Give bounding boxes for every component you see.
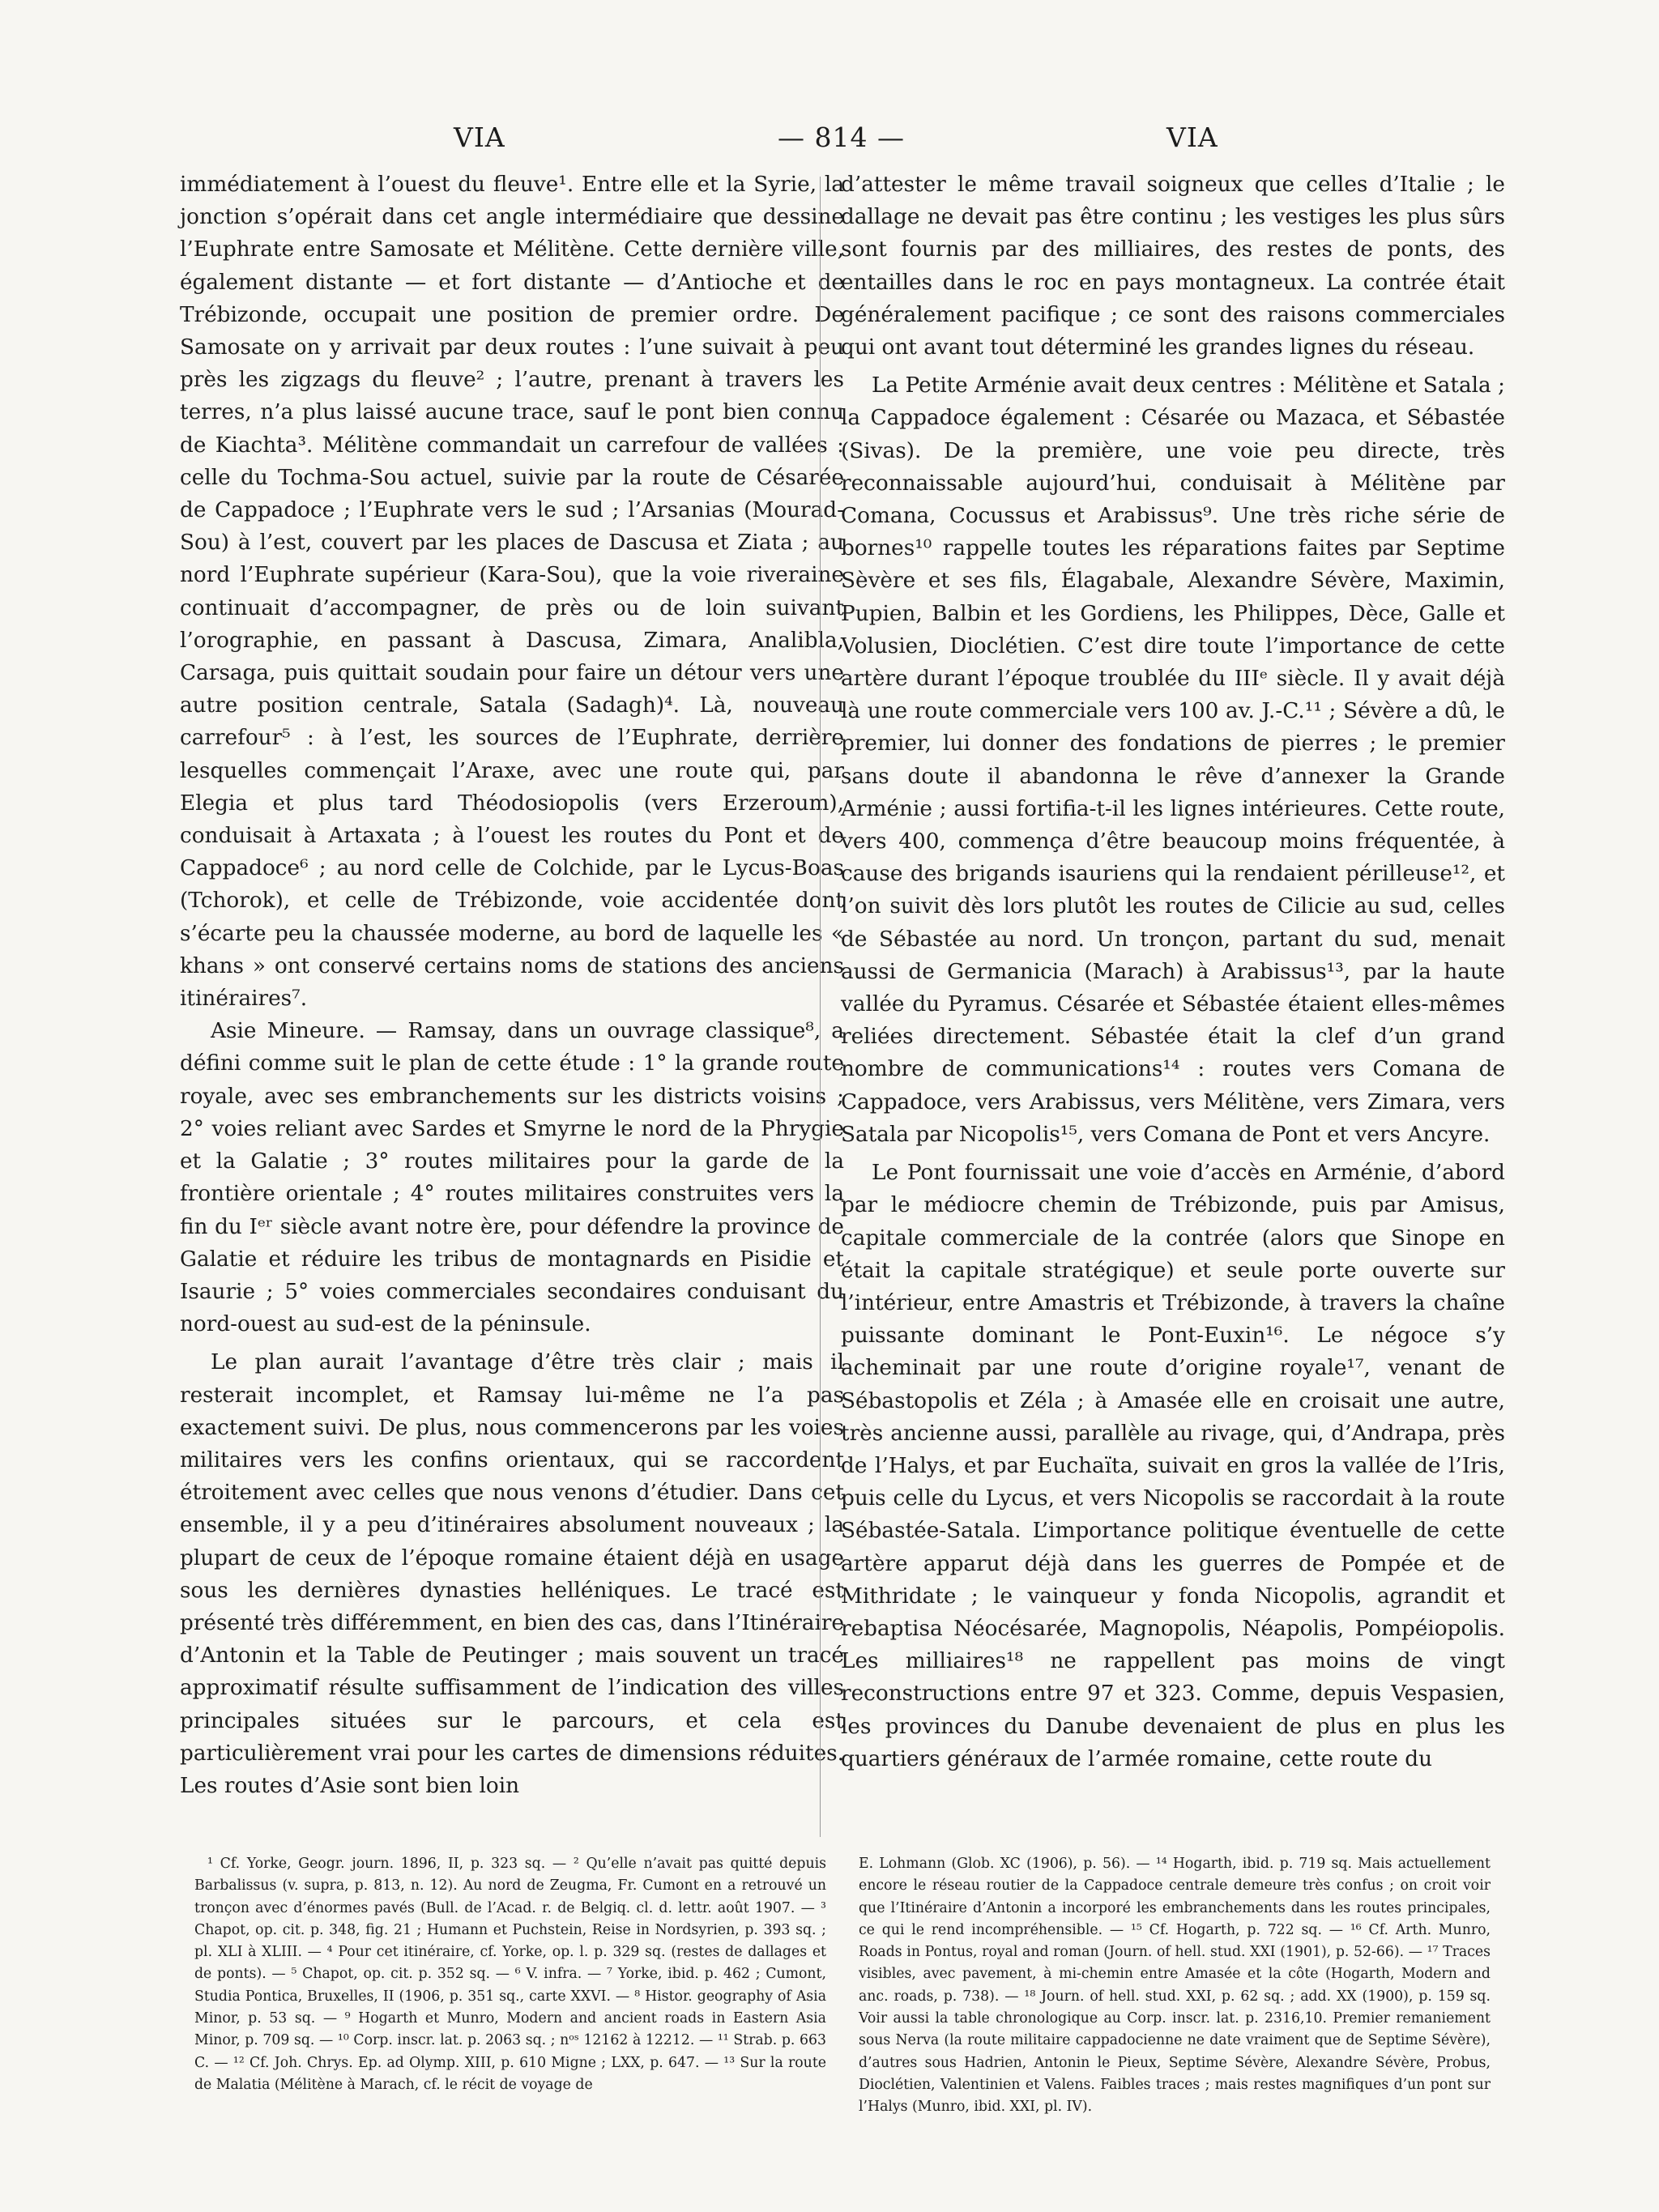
running-head-right: VIA — [1166, 121, 1218, 153]
left-column — [180, 168, 844, 1802]
footnote-block-left: ¹ Cf. Yorke, Geogr. journ. 1896, II, p. 323 sq. — ² Qu’elle n’avait pas quitté depuis Barbalissus (v. supra, p. 813, n. 12). Au nord de Zeugma, Fr. Cumont en a retrouvé un tronçon avec d’énormes pavés (Bull. de l’Acad. r. de Belgiq. cl. d. lettr. août 1907. — ³ Chapot, op. cit. p. 348, fig. 21 ; Humann et Puchstein, Reise in Nordsyrien, p. 393 sq. ; pl. XLI à XLIII. — ⁴ Pour cet itinéraire, cf. Yorke, op. l. p. 329 sq. (restes de dallages et de ponts). — ⁵ Chapot, op. cit. p. 352 sq. — ⁶ V. infra. — ⁷ Yorke, ibid. p. 462 ; Cumont, Studia Pontica, Bruxelles, II (1906, p. 351 sq., carte XXVI. — ⁸ Histor. geography of Asia Minor, p. 53 sq. — ⁹ Hogarth et Munro, Modern and ancient roads in Eastern Asia Minor, p. 709 sq. — ¹⁰ Corp. inscr. lat. p. 2063 sq. ; nᵒˢ 12162 à 12212. — ¹¹ Strab. p. 663 C. — ¹² Cf. Joh. Chrys. Ep. ad Olymp. XIII, p. 610 Migne ; LXX, p. 647. — ¹³ Sur la route de Malatia (Mélitène à Marach, cf. le récit de voyage de — [194, 1856, 826, 2093]
left-paragraph-1: immédiatement à l’ouest du fleuve¹. Entre elle et la Syrie, la jonction s’opérait dans cet angle intermédiaire que dessine l’Euphrate entre Samosate et Mélitène. Cette dernière ville, également distante — et fort distante — d’Antioche et de Trébizonde, occupait une position de premier ordre. De Samosate on y arrivait par deux routes : l’une suivait à peu près les zigzags du fleuve² ; l’autre, prenant à travers les terres, n’a plus laissé aucune trace, sauf le pont bien connu de Kiachta³. Mélitène commandait un carrefour de vallées : celle du Tochma-Sou actuel, suivie par la route de Césarée de Cappadoce ; l’Euphrate vers le sud ; l’Arsanias (Mourad-Sou) à l’est, couvert par les places de Dascusa et Ziata ; au nord l’Euphrate supérieur (Kara-Sou), que la voie riveraine continuait d’accompagner, de près ou de loin suivant l’orographie, en passant à Dascusa, Zimara, Analibla, Carsaga, puis quittait soudain pour faire un détour vers une autre position centrale, Satala (Sadagh)⁴. Là, nouveau carrefour⁵ : à l’est, les sources de l’Euphrate, derrière lesquelles commençait l’Araxe, avec une route qui, par Elegia et plus tard Théodosiopolis (vers Erzeroum), conduisait à Artaxata ; à l’ouest les routes du Pont et de Cappadoce⁶ ; au nord celle de Colchide, par le Lycus-Boas (Tchorok), et celle de Trébizonde, voie accidentée dont s’écarte peu la chaussée moderne, au bord de laquelle les « khans » ont conservé certains noms de stations des anciens itinéraires⁷. — [180, 173, 844, 1012]
footnotes-left — [194, 1853, 826, 2096]
left-paragraph-2: Asie Mineure. — Ramsay, dans un ouvrage classique⁸, a défini comme suit le plan de cette étude : 1° la grande route royale, avec ses embranchements sur les districts voisins ; 2° voies reliant avec Sardes et Smyrne le nord de la Phrygie et la Galatie ; 3° routes militaires pour la garde de la frontière orientale ; 4° routes militaires construites vers la fin du Iᵉʳ siècle avant notre ère, pour défendre la province de Galatie et réduire les tribus de montagnards en Pisidie et Isaurie ; 5° voies commerciales secondaires conduisant du nord-ouest au sud-est de la péninsule. — [180, 1019, 844, 1337]
footnote-block-right: E. Lohmann (Glob. XC (1906), p. 56). — ¹⁴ Hogarth, ibid. p. 719 sq. Mais actuellement encore le réseau routier de la Cappadoce centrale demeure très confus ; on croit voir que l’Itinéraire d’Antonin a incorporé les embranchements dans les routes principales, ce qui le rend incompréhensible. — ¹⁵ Cf. Hogarth, p. 722 sq. — ¹⁶ Cf. Arth. Munro, Roads in Pontus, royal and roman (Journ. of hell. stud. XXI (1901), p. 52-66). — ¹⁷ Traces visibles, avec pavement, à mi-chemin entre Amasée et la côte (Hogarth, Modern and anc. roads, p. 738). — ¹⁸ Journ. of hell. stud. XXI, p. 62 sq. ; add. XX (1900), p. 159 sq. Voir aussi la table chronologique au Corp. inscr. lat. p. 2316,10. Premier remaniement sous Nerva (la route militaire cappadocienne ne date vraiment que de Septime Sévère), d’autres sous Hadrien, Antonin le Pieux, Septime Sévère, Alexandre Sévère, Probus, Dioclétien, Valentinien et Valens. Faibles traces ; mais restes magnifiques d’un pont sur l’Halys (Munro, ibid. XXI, pl. IV). — [859, 1856, 1491, 2116]
right-paragraph-1: d’attester le même travail soigneux que celles d’Italie ; le dallage ne devait pas être continu ; les vestiges les plus sûrs sont fournis par des milliaires, des restes de ponts, des entailles dans le roc en pays montagneux. La contrée était généralement pacifique ; ce sont des raisons commerciales qui ont avant tout déterminé les grandes lignes du réseau. — [841, 173, 1505, 360]
right-paragraph-2: La Petite Arménie avait deux centres : Mélitène et Satala ; la Cappadoce également : Césarée ou Mazaca, et Sébastée (Sivas). De la première, une voie peu directe, très reconnaissable aujourd’hui, conduisait à Mélitène par Comana, Cocussus et Arabissus⁹. Une très riche série de bornes¹⁰ rappelle toutes les réparations faites par Septime Sèvère et ses fils, Élagabale, Alexandre Sévère, Maximin, Pupien, Balbin et les Gordiens, les Philippes, Dèce, Galle et Volusien, Dioclétien. C’est dire toute l’importance de cette artère durant l’époque troublée du IIIᵉ siècle. Il y avait déjà là une route commerciale vers 100 av. J.-C.¹¹ ; Sévère a dû, le premier, lui donner des fondations de pierres ; le premier sans doute il abandonna le rêve d’annexer la Grande Arménie ; aussi fortifia-t-il les lignes intérieures. Cette route, vers 400, commença d’être beaucoup moins fréquentée, à cause des brigands isauriens qui la rendaient périlleuse¹², et l’on suivit dès lors plutôt les routes de Cilicie au sud, celles de Sébastée au nord. Un tronçon, partant du sud, menait aussi de Germanicia (Marach) à Arabissus¹³, par la haute vallée du Pyramus. Césarée et Sébastée étaient elles-mêmes reliées directement. Sébastée était la clef d’un grand nombre de communications¹⁴ : routes vers Comana de Cappadoce, vers Arabissus, vers Mélitène, vers Zimara, vers Satala par Nicopolis¹⁵, vers Comana de Pont et vers Ancyre. — [841, 373, 1505, 1147]
right-column — [841, 168, 1505, 1775]
page-number: — 814 — — [778, 121, 905, 153]
left-paragraph-3: Le plan aurait l’avantage d’être très clair ; mais il resterait incomplet, et Ramsay lui-même ne l’a pas exactement suivi. De plus, nous commencerons par les voies militaires vers les confins orientaux, qui se raccordent étroitement avec celles que nous venons d’étudier. Dans cet ensemble, il y a peu d’itinéraires absolument nouveaux ; la plupart de ceux de l’époque romaine étaient déjà en usage sous les dernières dynasties helléniques. Le tracé est présenté très différemment, en bien des cas, dans l’Itinéraire d’Antonin et la Table de Peutinger ; mais souvent un tracé approximatif résulte suffisamment de l’indication des villes principales situées sur le parcours, et cela est particulièrement vrai pour les cartes de dimensions réduites. Les routes d’Asie sont bien loin — [180, 1350, 844, 1798]
right-paragraph-3: Le Pont fournissait une voie d’accès en Arménie, d’abord par le médiocre chemin de Trébizonde, puis par Amisus, capitale commerciale de la contrée (alors que Sinope en était la capitale stratégique) et seule porte ouverte sur l’intérieur, entre Amastris et Trébizonde, à travers la chaîne puissante dominant le Pont-Euxin¹⁶. Le négoce s’y acheminait par une route d’origine royale¹⁷, venant de Sébastopolis et Zéla ; à Amasée elle en croisait une autre, très ancienne aussi, parallèle au rivage, qui, d’Andrapa, près de l’Halys, et par Euchaïta, suivait en gros la vallée de l’Iris, puis celle du Lycus, et vers Nicopolis se raccordait à la route Sébastée-Satala. L’importance politique éventuelle de cette artère apparut déjà dans les guerres de Pompée et de Mithridate ; le vainqueur y fonda Nicopolis, agrandit et rebaptisa Néocésarée, Magnopolis, Néapolis, Pompéiopolis. Les milliaires¹⁸ ne rappellent pas moins de vingt reconstructions entre 97 et 323. Comme, depuis Vespasien, les provinces du Danube devenaient de plus en plus les quartiers généraux de l’armée romaine, cette route du — [841, 1161, 1505, 1771]
running-head-left: VIA — [454, 121, 505, 153]
column-divider — [820, 177, 821, 1837]
footnotes-right — [859, 1853, 1491, 2119]
